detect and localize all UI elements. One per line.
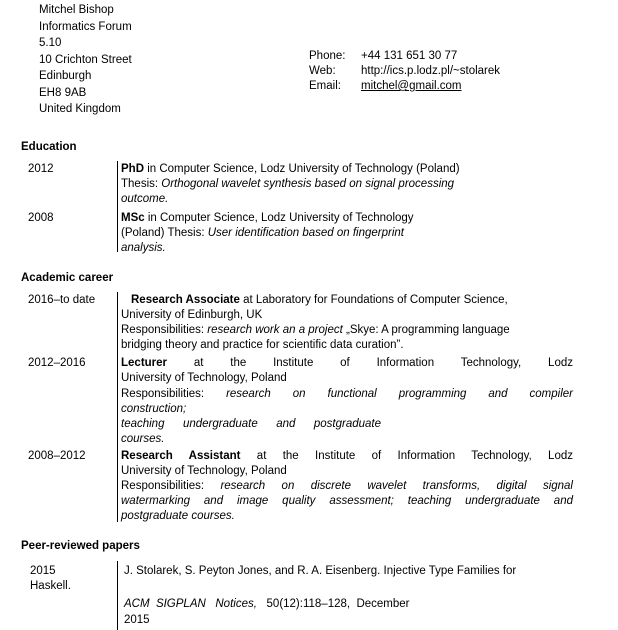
career-title-2: Lecturer [121, 357, 168, 369]
thesis-title-1a: Orthogonal wavelet synthesis based on signal processing [161, 178, 455, 190]
thesis-title-2b: analysis. [121, 242, 166, 254]
thesis-title-2a: User identification based on fingerprint [207, 227, 404, 239]
degree-msc-details: in Computer Science, Lodz University of Technology [144, 212, 414, 224]
resp-text-1a: research work an a project [207, 324, 343, 336]
address-name: Mitchel Bishop [39, 4, 114, 16]
career-divider [117, 292, 118, 522]
address-street: 10 Crichton Street [39, 53, 132, 66]
resp-text-1c: bridging theory and practice for scientific data curation”. [121, 339, 404, 351]
resp-text-3c: postgraduate courses. [121, 510, 235, 522]
resp-label-1: Responsibilities: [121, 324, 208, 336]
resp-label-2: Responsibilities: [121, 388, 227, 400]
thesis-title-1b: outcome. [121, 193, 169, 205]
career-dates-2: 2012–2016 [28, 357, 86, 369]
paper-venue-short-1: Haskell. [30, 580, 71, 592]
email-link[interactable]: mitchel@gmail.com [361, 80, 462, 92]
career-org-1: University of Edinburgh, UK [121, 309, 263, 321]
career-place-2: at the Institute of Information Technology, Lodz [167, 357, 573, 369]
thesis-label-2: (Poland) Thesis: [121, 227, 208, 239]
contact-web-row [309, 64, 500, 79]
phone-value: +44 131 651 30 77 [361, 50, 458, 62]
papers-heading: Peer-reviewed papers [21, 540, 140, 552]
career-place-3: at the Institute of Information Technology, Lodz [240, 450, 573, 462]
papers-divider [117, 561, 118, 630]
address-country: United Kingdom [39, 103, 121, 115]
career-place-1: at Laboratory for Foundations of Computer Science, [239, 294, 508, 306]
web-label: Web: [309, 65, 336, 77]
paper-details-1: 50(12):118–128, December [256, 598, 410, 610]
education-entry-2 [121, 211, 451, 256]
career-dates-3: 2008–2012 [28, 450, 86, 462]
degree-phd: PhD [121, 163, 144, 175]
career-dates-1: 2016–to date [28, 294, 96, 306]
web-value[interactable]: http://ics.p.lodz.pl/~stolarek [361, 65, 501, 77]
career-title-3: Research Assistant [121, 450, 241, 462]
education-year-2: 2008 [28, 212, 54, 224]
contact-email-row [309, 79, 500, 94]
address-city: Edinburgh [39, 70, 92, 82]
career-org-2: University of Technology, Poland [121, 372, 287, 384]
career-title-1: Research Associate [131, 294, 240, 306]
resp-text-3a: research on discrete wavelet transforms, digital signal [220, 480, 573, 492]
career-entry-3 [121, 449, 573, 524]
education-entry-1 [121, 162, 501, 207]
thesis-label-1: Thesis: [121, 178, 162, 190]
resp-text-1b: „Skye: A programming language [342, 324, 510, 336]
resp-text-2a: research on functional programming and compiler [226, 388, 573, 400]
paper-year-1: 2015 [30, 565, 56, 577]
career-heading: Academic career [21, 272, 114, 284]
address-block [39, 3, 132, 119]
contact-phone-row [309, 49, 500, 64]
paper-year2-1: 2015 [124, 614, 150, 626]
career-org-3: University of Technology, Poland [121, 465, 287, 477]
resp-label-3: Responsibilities: [121, 480, 221, 492]
address-building: Informatics Forum [39, 20, 132, 33]
resp-text-2c: teaching undergraduate and postgraduate [121, 418, 381, 430]
degree-phd-details: in Computer Science, Lodz University of Technology (Poland) [144, 163, 460, 175]
email-label: Email: [309, 80, 341, 92]
address-room: 5.10 [39, 37, 62, 49]
resp-text-2b: construction; [121, 403, 187, 415]
education-year-1: 2012 [28, 163, 54, 175]
phone-label: Phone: [309, 50, 346, 62]
address-postcode: EH8 9AB [39, 86, 87, 99]
paper-citation-1 [124, 597, 410, 612]
education-heading: Education [21, 141, 77, 153]
paper-authors-1: J. Stolarek, S. Peyton Jones, and R. A. Eisenberg. Injective Type Families for [124, 565, 517, 577]
degree-msc: MSc [121, 212, 145, 224]
contact-block [309, 49, 500, 94]
career-entry-1 [121, 293, 573, 353]
resp-text-2d: courses. [121, 433, 165, 445]
career-entry-2 [121, 356, 573, 447]
education-divider [117, 161, 118, 252]
resp-text-3b: watermarking and image quality assessment; teaching undergraduate and [121, 495, 573, 507]
paper-journal-1: ACM SIGPLAN Notices, [124, 598, 257, 610]
